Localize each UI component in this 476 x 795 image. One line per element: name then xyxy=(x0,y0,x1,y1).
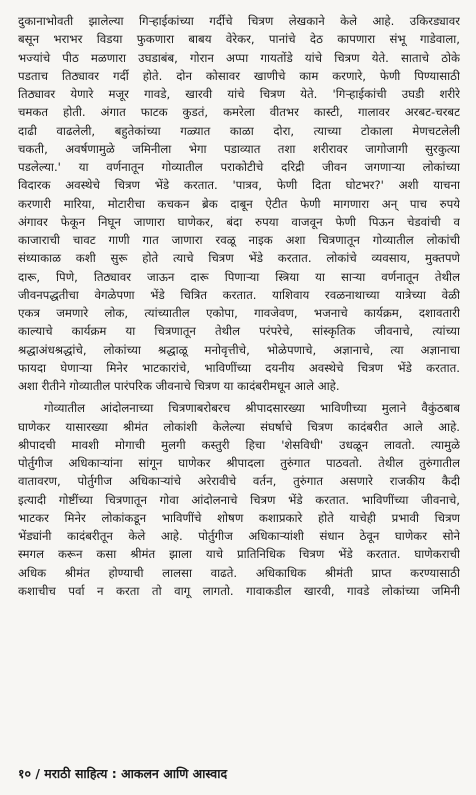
text-line: दारू, पिणे, तिठ्यावर जाऊन दारू पिणाऱ्या स्त्रिया या साऱ्या वर्णनातून तेथील xyxy=(18,269,460,284)
text-line: स्मगल करून कसा श्रीमंत झाला याचे प्रातिनिधिक चित्रण भेंडे करतात. घाणेकराची xyxy=(18,547,460,562)
text-line: फायदा घेणाऱ्या मिनेर भाटकारांचे, भाविणींच्या दयनीय अवस्थेचे चित्रण भेंडे करतात. xyxy=(18,360,460,375)
page-footer: १० / मराठी साहित्य : आकलन आणि आस्वाद xyxy=(18,766,228,781)
text-line: संध्याकाळ कशी सुरू होते त्याचे चित्रण भेंडे करतात. लोकांचे व्यवसाय, मुक्तपणे xyxy=(18,251,460,266)
text-line: करणारी मारिया, मोटारीचा कचकन ब्रेक दाबून ऐटीत फेणी मागणारा अन् पाच रुपये xyxy=(18,196,460,211)
text-line: भाटकर मिनेर लोकांकडून भाविणींचे शोषण कशाप्रकारे होते याचेही प्रभावी चित्रण xyxy=(18,510,460,525)
text-line: भेंड्यांनी कादंबरीतून केले आहे. पोर्तुगीज अधिकाऱ्यांशी संधान ठेवून घाणेकर सोने xyxy=(18,529,460,543)
text-line: एकत्र जमणारे लोक, त्यांच्यातील एकोपा, गावजेवण, भजनाचे कार्यक्रम, दशावतारी xyxy=(18,306,460,320)
text-line: कशाचीच पर्वा न करता तो वागू लागतो. गावाकडील खारवी, गावडे लोकांच्या जमिनी xyxy=(18,583,460,598)
text-line: इत्यादी गोष्टींच्या चित्रणातून गोवा आंदोलनाचे चित्रण भेंडे करतात. भाविणींच्या जीवनाचे, xyxy=(18,492,460,507)
text-line: विदारक अवस्थेचे चित्रण भेंडे करतात. 'पात्रव, फेणी दिता घोटभर?' अशी याचना xyxy=(18,178,460,193)
text-line: दुकानाभोवती झालेल्या गिऱ्हाईकांच्या गर्दीचे चित्रण लेखकाने केले आहे. उकिरड्यावर xyxy=(18,14,460,28)
text-line: वातावरण, पोर्तुगीज अधिकाऱ्यांचे अरेरावीचे वर्तन, तुरुंगात असणारे राजकीय कैदी xyxy=(18,474,460,489)
text-line: भज्यांचे पीठ मळणारा उघडाबंब, गोरान अप्पा गायतोंडे यांचे चित्रण येते. साताचे ठोके xyxy=(18,50,460,65)
text-line: जीवनपद्धतीचा वेगळेपणा भेंडे चित्रित करतात. याशिवाय रवळनाथाच्या यात्रेच्या वेळी xyxy=(18,287,460,302)
text-line: गोव्यातील आंदोलनाच्या चित्रणाबरोबरच श्रीपादसारख्या भाविणीच्या मुलाने वैकुंठबाब xyxy=(44,401,460,416)
text-line: दाढी वाढलेली, बहुतेकांच्या गळ्यात काळा दोरा, त्याच्या टोकाला मेणचटलेली xyxy=(18,123,460,138)
text-line: श्रद्धाअंधश्रद्धांचे, लोकांच्या श्रद्धाळू मनोवृत्तीचे, भोळेपणाचे, अज्ञानाचे, त्या अज्ञानाचा xyxy=(18,342,460,357)
paragraph-2 xyxy=(18,399,460,600)
text-line: काल्याचे कार्यक्रम या चित्रणातून तेथील परंपरेचे, सांस्कृतिक जीवनाचे, त्यांच्या xyxy=(18,324,460,339)
text-line: चमकत होती. अंगात फाटक कुडतं, कमरेला वीतभर कास्टी, गालावर अरबट-चरबट xyxy=(18,105,460,120)
text-line: तिठ्यावर येणारे मजूर गावडे, खारवी यांचे चित्रण येते. 'गिऱ्हाईकांची उघडी शरीरे xyxy=(18,87,460,101)
text-line: काजाराची चावट गाणी गात जाणारा रवळू नाइक अशा चित्रणातून गोव्यातील लोकांची xyxy=(18,233,460,247)
text-line: घाणेकर यासारख्या श्रीमंत लोकांशी केलेल्या संघर्षाचे चित्रण कादंबरीत आले आहे. xyxy=(18,419,460,434)
text-line: पोर्तुगीज अधिकाऱ्यांना सांगून घाणेकर श्रीपादला तुरुंगात पाठवतो. तेथील तुरुंगातील xyxy=(18,456,460,470)
text-line: पडलेल्या.' या वर्णनातून गोव्यातील पराकोटीचे दरिद्री जीवन जगणाऱ्या लोकांच्या xyxy=(18,160,460,174)
text-line: अंगावर फेकून निघून जाणारा घाणेकर, बंदा रुपया वाजवून फेणी पिऊन चेडवांची व xyxy=(18,214,460,229)
text-line: बसून भराभर विडया फुकणारा बाबय वेरेकर, पानांचे देठ कापणारा संभू गाडेवाला, xyxy=(18,32,460,47)
text-line: पडताच तिठ्यावर गर्दी होते. दोन कोसावर खाणीचे काम करणारे, फेणी पिण्यासाठी xyxy=(18,68,460,83)
text-line: अशा रीतीने गोव्यातील पारंपरिक जीवनाचे चित्रण या कादंबरीमधून आले आहे. xyxy=(18,379,340,393)
text-line: श्रीपादची मावशी मोगाची मुलगी कस्तुरी हिचा 'शेसविधी' उधळून लावतो. त्यामुळे xyxy=(18,437,460,452)
text-line: चकती, अवर्षणामुळे जमिनीला भेगा पडाव्यात तशा शरीरावर जागोजागी सुरकुत्या xyxy=(18,141,460,156)
text-line: अधिक श्रीमंत होण्याची लालसा वाढते. अधिकाधिक श्रीमंती प्राप्त करण्यासाठी xyxy=(18,565,460,580)
paragraph-1 xyxy=(18,12,460,395)
page-body xyxy=(18,12,460,600)
